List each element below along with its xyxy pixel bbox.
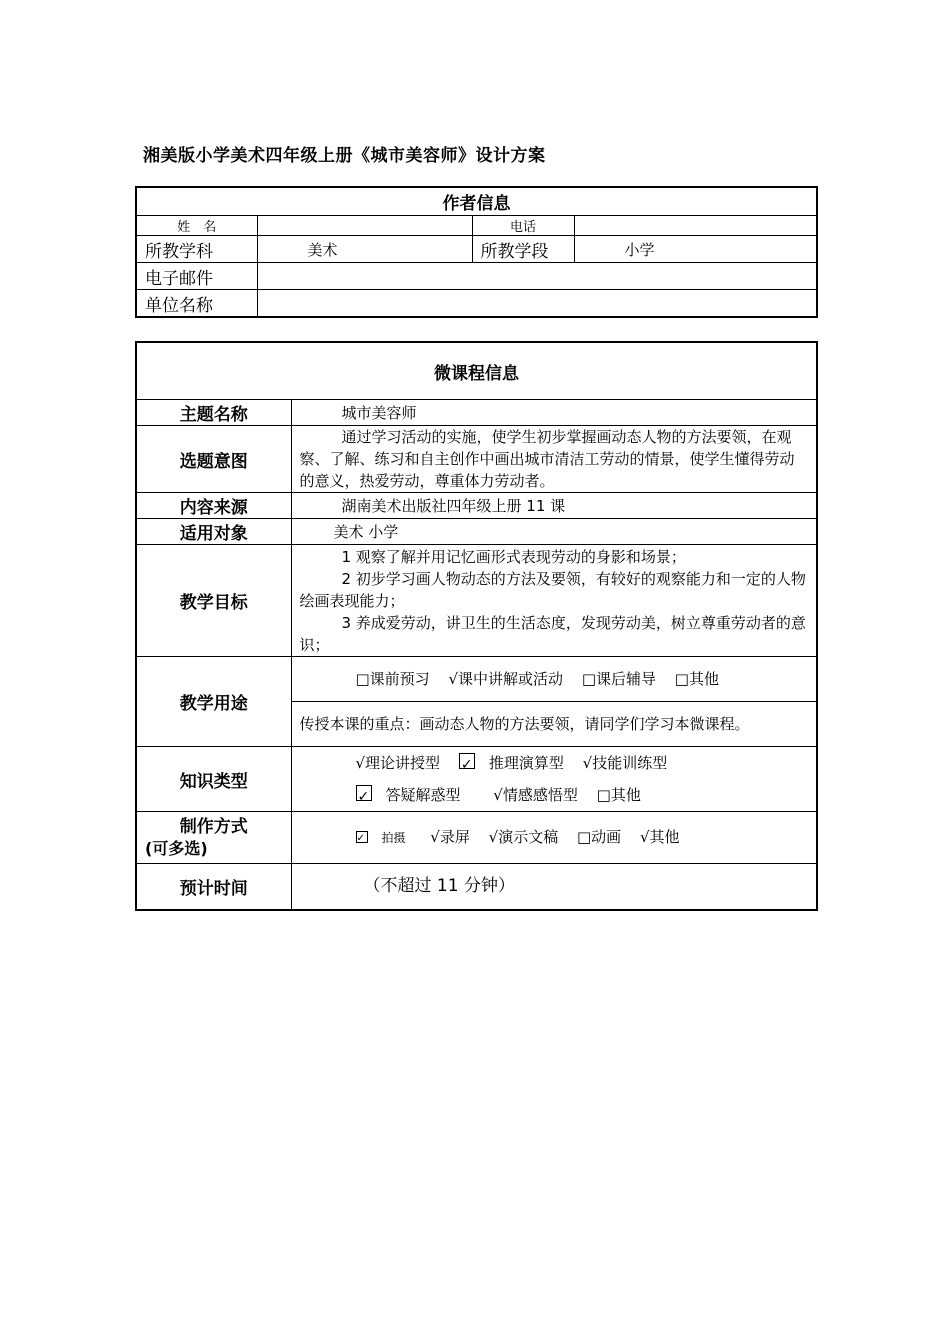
usage-label: 教学用途 xyxy=(136,657,291,747)
level-value[interactable]: 小学 xyxy=(574,236,817,263)
checked-box-icon xyxy=(459,753,475,769)
knowledge-label: 知识类型 xyxy=(136,747,291,812)
author-info-table xyxy=(135,186,818,318)
method-option-shoot[interactable] xyxy=(356,828,420,846)
method-option-shoot-label: 拍摄 xyxy=(381,831,406,845)
knowledge-options xyxy=(291,747,817,812)
knowledge-option-qa[interactable] xyxy=(356,786,475,804)
source-label: 内容来源 xyxy=(136,493,291,519)
method-option-animation[interactable]: □动画 xyxy=(576,828,622,846)
course-info-table xyxy=(135,341,818,911)
knowledge-option-emotion[interactable]: √情感感悟型 xyxy=(493,786,578,804)
phone-value[interactable] xyxy=(574,216,817,236)
method-options xyxy=(291,812,817,864)
usage-note[interactable]: 传授本课的重点：画动态人物的方法要领，请同学们学习本微课程。 xyxy=(291,702,817,747)
method-option-slides[interactable]: √演示文稿 xyxy=(488,828,559,846)
level-label: 所教学段 xyxy=(472,236,574,263)
audience-value[interactable]: 美术 小学 xyxy=(291,519,817,545)
goal-item: 2 初步学习画人物动态的方法及要领，有较好的观察能力和一定的人物绘画表现能力； xyxy=(299,569,806,610)
time-value[interactable]: （不超过 11 分钟） xyxy=(291,864,817,910)
method-label xyxy=(136,812,291,864)
goals-value[interactable] xyxy=(291,545,817,657)
knowledge-option-skill[interactable]: √技能训练型 xyxy=(582,754,668,772)
method-label-sub: (可多选) xyxy=(145,838,208,858)
knowledge-option-other[interactable]: □其他 xyxy=(596,786,641,804)
unit-value[interactable] xyxy=(257,290,817,318)
topic-value[interactable]: 城市美容师 xyxy=(291,400,817,426)
intent-value[interactable] xyxy=(291,426,817,493)
intent-text: 通过学习活动的实施，使学生初步掌握画动态人物的方法要领，在观察、了解、练习和自主创作中画出城市清洁工劳动的情景，使学生懂得劳动的意义，热爱劳动，尊重体力劳动者。 xyxy=(299,428,795,490)
method-label-main: 制作方式 xyxy=(179,816,248,837)
time-label: 预计时间 xyxy=(136,864,291,910)
audience-label: 适用对象 xyxy=(136,519,291,545)
checked-box-icon xyxy=(356,785,372,801)
subject-label: 所教学科 xyxy=(136,236,257,263)
document-title: 湘美版小学美术四年级上册《城市美容师》设计方案 xyxy=(143,146,546,166)
usage-option-other[interactable]: □其他 xyxy=(674,670,719,688)
goal-item: 1 观察了解并用记忆画形式表现劳动的身影和场景； xyxy=(341,547,686,566)
knowledge-option-theory[interactable]: √理论讲授型 xyxy=(355,754,441,772)
phone-label: 电话 xyxy=(472,216,574,236)
knowledge-option-reasoning[interactable] xyxy=(459,754,578,772)
email-label: 电子邮件 xyxy=(136,263,257,290)
topic-label: 主题名称 xyxy=(136,400,291,426)
source-value[interactable]: 湖南美术出版社四年级上册 11 课 xyxy=(291,493,817,519)
checked-box-icon xyxy=(356,831,368,843)
intent-label: 选题意图 xyxy=(136,426,291,493)
name-value[interactable] xyxy=(257,216,472,236)
course-info-header: 微课程信息 xyxy=(136,342,817,400)
usage-option-after-class[interactable]: □课后辅导 xyxy=(581,670,656,688)
email-value[interactable] xyxy=(257,263,817,290)
knowledge-option-qa-label: 答疑解惑型 xyxy=(385,786,461,804)
usage-option-preview[interactable]: □课前预习 xyxy=(355,670,430,688)
method-option-screen[interactable]: √录屏 xyxy=(430,828,470,846)
unit-label: 单位名称 xyxy=(136,290,257,318)
usage-option-in-class[interactable]: √课中讲解或活动 xyxy=(448,670,564,688)
knowledge-option-reasoning-label: 推理演算型 xyxy=(488,754,564,772)
usage-options xyxy=(291,657,817,702)
name-label: 姓 名 xyxy=(136,216,257,236)
goal-item: 3 养成爱劳动，讲卫生的生活态度，发现劳动美，树立尊重劳动者的意识； xyxy=(299,613,806,654)
method-option-other[interactable]: √其他 xyxy=(639,828,680,846)
goals-label: 教学目标 xyxy=(136,545,291,657)
author-info-header: 作者信息 xyxy=(136,187,817,216)
subject-value[interactable]: 美术 xyxy=(257,236,472,263)
